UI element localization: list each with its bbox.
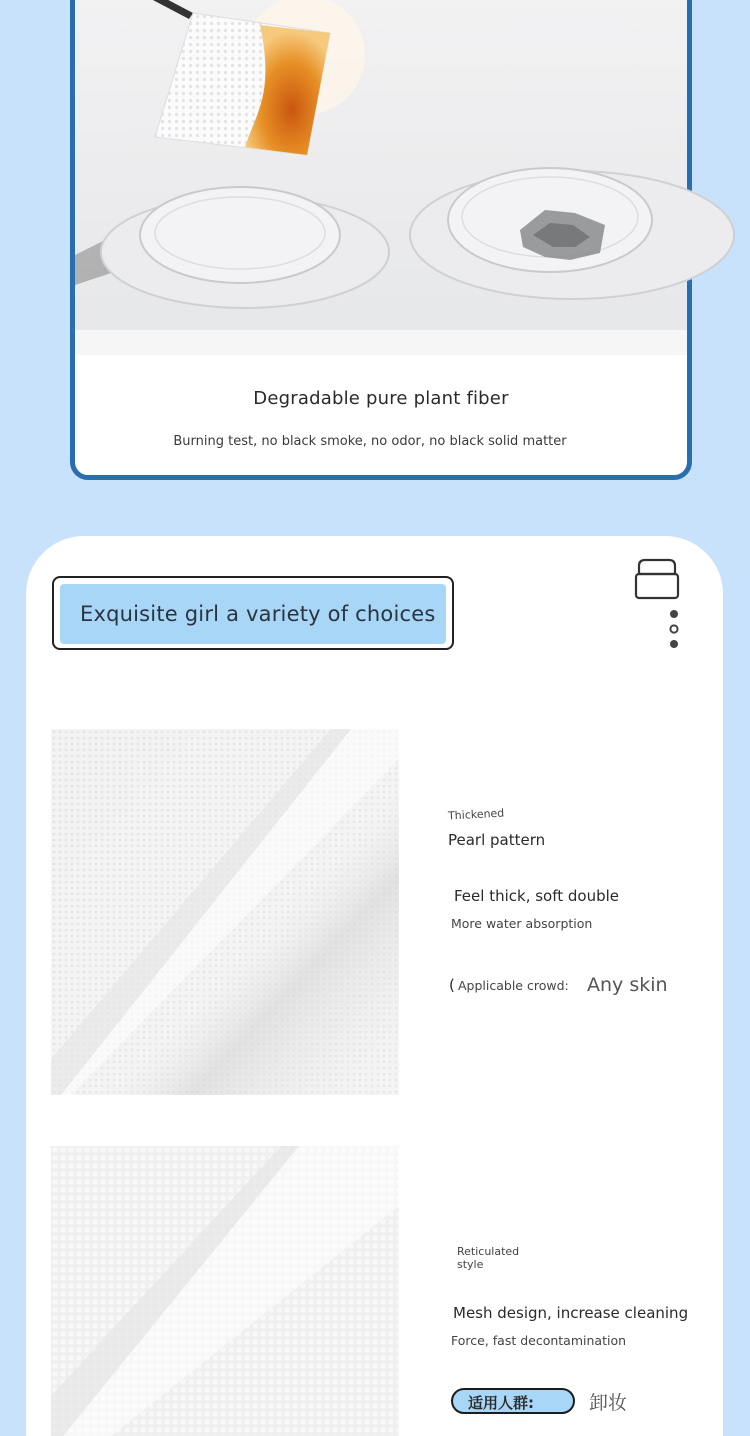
section-heading: Exquisite girl a variety of choices — [80, 602, 436, 626]
product-1-tag: Thickened — [447, 806, 505, 823]
product-1-pattern: Pearl pattern — [448, 831, 546, 849]
burning-test-photo — [75, 0, 687, 355]
product-1-detail: More water absorption — [451, 916, 593, 931]
product-2-feature: Mesh design, increase cleaning — [453, 1304, 689, 1322]
product-1-crowd-bracket: ( — [449, 976, 455, 994]
burning-test-card — [70, 0, 692, 480]
product-2-crowd-label: 适用人群: — [468, 1394, 534, 1412]
hero-subtitle: Burning test, no black smoke, no odor, no black solid matter — [173, 434, 567, 449]
product-1-crowd-label: Applicable crowd: — [458, 978, 569, 993]
product-1-feature: Feel thick, soft double — [454, 887, 620, 905]
tissue-bag-icon — [633, 558, 681, 602]
product-2-detail: Force, fast decontamination — [451, 1333, 627, 1348]
product-2-crowd-value: 卸妆 — [589, 1392, 628, 1414]
product-2-tag: Reticulated style — [457, 1245, 520, 1271]
mesh-pattern-fabric-image — [51, 1146, 399, 1436]
section-heading-box — [52, 576, 454, 650]
product-1-crowd-value: Any skin — [587, 974, 668, 996]
hero-title: Degradable pure plant fiber — [253, 388, 509, 409]
dots-icon — [666, 608, 682, 652]
product-panel — [26, 536, 723, 1436]
pearl-pattern-fabric-image — [51, 729, 399, 1095]
